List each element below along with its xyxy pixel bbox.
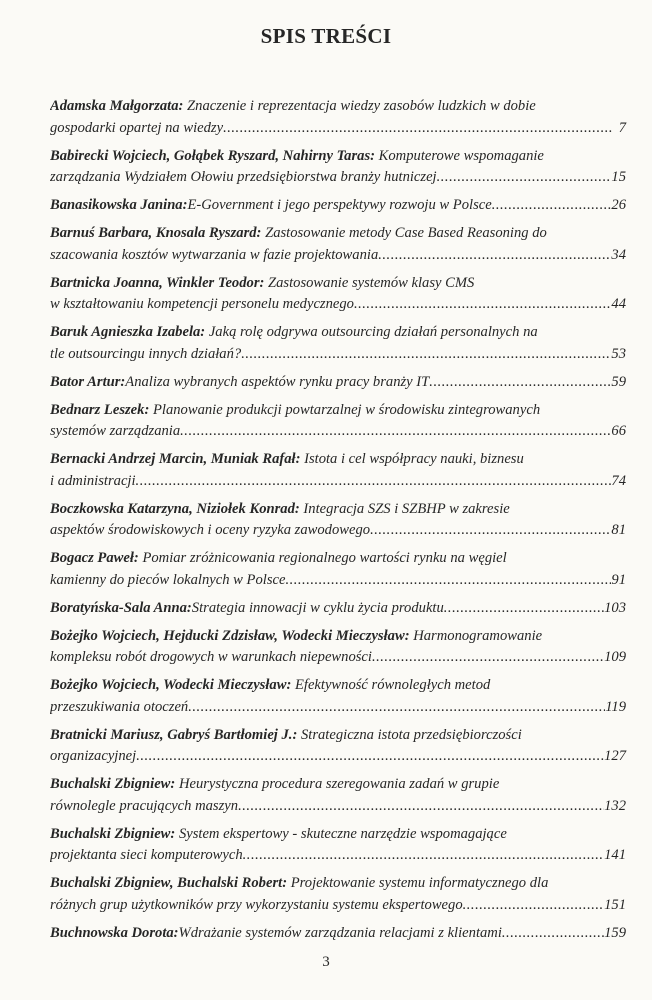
entry-text — [50, 626, 612, 648]
dot-leader — [370, 520, 611, 542]
toc-entry[interactable] — [50, 598, 626, 620]
entry-title-continued: organizacyjnej — [50, 748, 137, 764]
entry-page: 119 — [605, 698, 626, 715]
entry-line — [50, 626, 626, 648]
entry-page: 141 — [604, 847, 626, 863]
dot-leader — [285, 570, 611, 592]
entry-line — [50, 845, 626, 867]
entry-text — [50, 675, 612, 697]
entry-title: Projektowanie systemu informatycznego dla — [290, 875, 549, 891]
entry-title: Zastosowanie metody Case Based Reasoning do — [265, 225, 547, 241]
toc-entry[interactable] — [50, 626, 626, 669]
entry-text — [50, 195, 611, 217]
entry-author: Buchalski Zbigniew: — [50, 776, 176, 792]
entry-author: Buchalski Zbigniew, Buchalski Robert: — [50, 875, 288, 891]
entry-text — [50, 421, 611, 443]
entry-line — [50, 725, 626, 747]
entry-author: Bator Artur: — [50, 373, 126, 390]
entry-text — [50, 400, 612, 422]
entry-page: 81 — [611, 522, 626, 538]
entry-page: 26 — [611, 197, 626, 213]
entry-title-continued: równolegle pracujących maszyn — [50, 797, 239, 814]
entry-page: 159 — [604, 924, 626, 941]
dot-leader — [243, 845, 604, 867]
page-title: SPIS TREŚCI — [260, 24, 392, 48]
entry-author: Barnuś Barbara, Knosala Ryszard: — [50, 225, 262, 241]
entry-line — [50, 372, 626, 394]
entry-text — [50, 146, 612, 168]
entry-text — [50, 548, 612, 570]
entry-page: 44 — [611, 296, 626, 312]
entry-text — [50, 647, 604, 669]
entry-title: Harmonogramowanie — [413, 627, 543, 644]
entry-line — [50, 548, 626, 570]
entry-title-continued: projektanta sieci komputerowych — [50, 847, 243, 863]
entry-title: System ekspertowy - skuteczne narzędzie wspomagające — [178, 825, 507, 842]
toc-entry[interactable] — [50, 675, 626, 718]
entry-line — [50, 96, 626, 118]
toc-entry[interactable] — [50, 725, 626, 768]
entry-title-continued: przeszukiwania otoczeń — [50, 698, 189, 715]
entry-text — [50, 845, 604, 867]
entry-title: Planowanie produkcji powtarzalnej w środowisku zintegrowanych — [152, 401, 541, 418]
entry-line — [50, 746, 626, 768]
entry-text — [50, 273, 612, 295]
entry-line — [50, 449, 626, 471]
toc-entry[interactable] — [50, 449, 626, 492]
entry-line — [50, 923, 626, 945]
dot-leader — [188, 697, 605, 719]
entry-page: 132 — [604, 797, 626, 814]
toc-entry[interactable] — [50, 322, 626, 365]
entry-line — [50, 294, 626, 316]
entry-author: Buchnowska Dorota: — [50, 924, 179, 941]
entry-line — [50, 895, 626, 917]
entry-text — [50, 598, 604, 620]
entry-title-continued: tle outsourcingu innych działań? — [50, 345, 242, 362]
entry-line — [50, 647, 626, 669]
entry-title-continued: gospodarki opartej na wiedzy — [50, 119, 224, 136]
dot-leader — [241, 344, 611, 366]
entry-line — [50, 245, 626, 267]
entry-title-continued: szacowania kosztów wytwarzania w fazie projektowania — [50, 246, 379, 263]
entry-author: Banasikowska Janina: — [50, 197, 188, 213]
entry-text — [50, 294, 611, 316]
toc-entry[interactable] — [50, 96, 626, 139]
entry-text — [50, 725, 612, 747]
entry-page: 53 — [611, 345, 626, 362]
entry-text — [50, 96, 612, 118]
entry-page: 151 — [604, 896, 626, 913]
entry-line — [50, 322, 626, 344]
entry-text — [50, 796, 604, 818]
entry-line — [50, 146, 626, 168]
entry-line — [50, 344, 626, 366]
entry-author: Baruk Agnieszka Izabela: — [50, 324, 206, 340]
entry-author: Bożejko Wojciech, Wodecki Mieczysław: — [50, 677, 292, 693]
toc-entry[interactable] — [50, 873, 626, 916]
entry-page: 103 — [604, 599, 626, 616]
dot-leader — [378, 245, 611, 267]
entry-title-continued: kamienny do pieców lokalnych w Polsce — [50, 571, 286, 588]
entry-text — [50, 471, 611, 493]
entry-line — [50, 499, 626, 521]
dot-leader — [136, 471, 612, 493]
entry-title-continued: różnych grup użytkowników przy wykorzystaniu systemu ekspertowego — [50, 896, 463, 913]
entry-line — [50, 675, 626, 697]
entry-text — [50, 824, 612, 846]
dot-leader — [444, 598, 604, 620]
entry-text — [50, 570, 611, 592]
entry-line — [50, 118, 626, 140]
entry-title: Komputerowe wspomaganie — [378, 147, 544, 164]
entry-text — [50, 895, 604, 917]
entry-line — [50, 195, 626, 217]
page-number: 3 — [322, 954, 330, 970]
entry-page: 7 — [618, 119, 626, 136]
entry-author: Buchalski Zbigniew: — [50, 825, 176, 842]
entry-title: E-Government i jego perspektywy rozwoju w Polsce — [187, 197, 492, 213]
entry-text — [50, 449, 612, 471]
toc-entry[interactable] — [50, 499, 626, 542]
entry-text — [50, 344, 611, 366]
dot-leader — [354, 294, 611, 316]
entry-text — [50, 697, 605, 719]
entry-line — [50, 471, 626, 493]
entry-title-continued: aspektów środowiskowych i oceny ryzyka zawodowego — [50, 522, 371, 538]
entry-title: Zastosowanie systemów klasy CMS — [268, 274, 475, 291]
entry-title-continued: systemów zarządzania — [50, 423, 181, 439]
dot-leader — [437, 167, 612, 189]
entry-line — [50, 167, 626, 189]
entry-title: Wdrażanie systemów zarządzania relacjami z klientami — [178, 924, 502, 941]
entry-author: Bartnicka Joanna, Winkler Teodor: — [50, 274, 265, 291]
entry-page: 59 — [611, 373, 626, 390]
entry-author: Babirecki Wojciech, Gołąbek Ryszard, Nahirny Taras: — [50, 147, 375, 164]
entry-title: Strategiczna istota przedsiębiorczości — [300, 726, 522, 743]
entry-line — [50, 697, 626, 719]
entry-title: Znaczenie i reprezentacja wiedzy zasobów ludzkich w dobie — [187, 98, 536, 114]
toc-entry[interactable] — [50, 146, 626, 189]
entry-title: Istota i cel współpracy nauki, biznesu — [304, 451, 524, 467]
entry-text — [50, 322, 612, 344]
entry-title: Pomiar zróżnicowania regionalnego wartości rynku na węgiel — [142, 550, 507, 566]
dot-leader — [223, 118, 612, 140]
entry-line — [50, 223, 626, 245]
toc-entry[interactable] — [50, 548, 626, 591]
entry-text — [50, 746, 604, 768]
entry-author: Bednarz Leszek: — [50, 401, 150, 418]
entry-page: 127 — [604, 748, 626, 764]
entry-title: Strategia innowacji w cyklu życia produktu — [191, 599, 444, 616]
entry-author: Bogacz Paweł: — [50, 550, 139, 566]
entry-title: Jaką rolę odgrywa outsourcing działań personalnych na — [208, 324, 538, 340]
entry-title-continued: zarządzania Wydziałem Ołowiu przedsiębiorstwa branży hutniczej — [50, 169, 437, 185]
entry-page: 66 — [611, 423, 626, 439]
toc-entry[interactable] — [50, 824, 626, 867]
entry-title-continued: i administracji — [50, 472, 136, 489]
entry-line — [50, 400, 626, 422]
entry-page: 91 — [611, 571, 626, 588]
toc-entry[interactable] — [50, 195, 626, 217]
entry-line — [50, 421, 626, 443]
toc-entry[interactable] — [50, 400, 626, 443]
entry-author: Bratnicki Mariusz, Gabryś Bartłomiej J.: — [50, 726, 298, 743]
entry-line — [50, 570, 626, 592]
entry-text — [50, 923, 604, 945]
entry-text — [50, 372, 611, 394]
entry-text — [50, 873, 612, 895]
entry-title: Integracja SZS i SZBHP w zakresie — [303, 500, 510, 517]
entry-text — [50, 223, 612, 245]
entry-line — [50, 273, 626, 295]
entry-page: 109 — [604, 649, 626, 665]
entry-title-continued: kompleksu robót drogowych w warunkach niepewności — [50, 649, 372, 665]
dot-leader — [492, 195, 612, 217]
entry-title: Efektywność równoległych metod — [294, 677, 491, 693]
entry-author: Adamska Małgorzata: — [50, 98, 184, 114]
entry-author: Bernacki Andrzej Marcin, Muniak Rafał: — [50, 451, 301, 467]
entry-text — [50, 520, 611, 542]
entry-line — [50, 824, 626, 846]
entry-line — [50, 796, 626, 818]
entry-title: Heurystyczna procedura szeregowania zadań w grupie — [178, 776, 500, 792]
dot-leader — [180, 421, 611, 443]
toc-entry[interactable] — [50, 223, 626, 266]
entry-line — [50, 873, 626, 895]
entry-line — [50, 520, 626, 542]
entry-author: Bożejko Wojciech, Hejducki Zdzisław, Wodecki Mieczysław: — [50, 627, 410, 644]
entry-text — [50, 118, 612, 140]
entry-title-continued: w kształtowaniu kompetencji personelu medycznego — [50, 296, 354, 312]
entry-author: Boczkowska Katarzyna, Niziołek Konrad: — [50, 500, 300, 517]
entry-text — [50, 245, 611, 267]
entry-text — [50, 499, 612, 521]
entry-text — [50, 167, 611, 189]
entry-page: 34 — [611, 246, 626, 263]
dot-leader — [372, 647, 604, 669]
entry-author: Boratyńska-Sala Anna: — [50, 599, 192, 616]
entry-line — [50, 598, 626, 620]
dot-leader — [429, 372, 611, 394]
toc-entry[interactable] — [50, 774, 626, 817]
dot-leader — [136, 746, 604, 768]
table-of-contents — [50, 96, 626, 951]
entry-page: 74 — [611, 472, 626, 489]
toc-entry[interactable] — [50, 273, 626, 316]
dot-leader — [502, 923, 604, 945]
entry-page: 15 — [611, 169, 626, 185]
entry-line — [50, 774, 626, 796]
dot-leader — [463, 895, 604, 917]
entry-text — [50, 774, 612, 796]
entry-title: Analiza wybranych aspektów rynku pracy branży IT — [125, 373, 430, 390]
dot-leader — [238, 796, 604, 818]
toc-entry[interactable] — [50, 923, 626, 945]
toc-entry[interactable] — [50, 372, 626, 394]
